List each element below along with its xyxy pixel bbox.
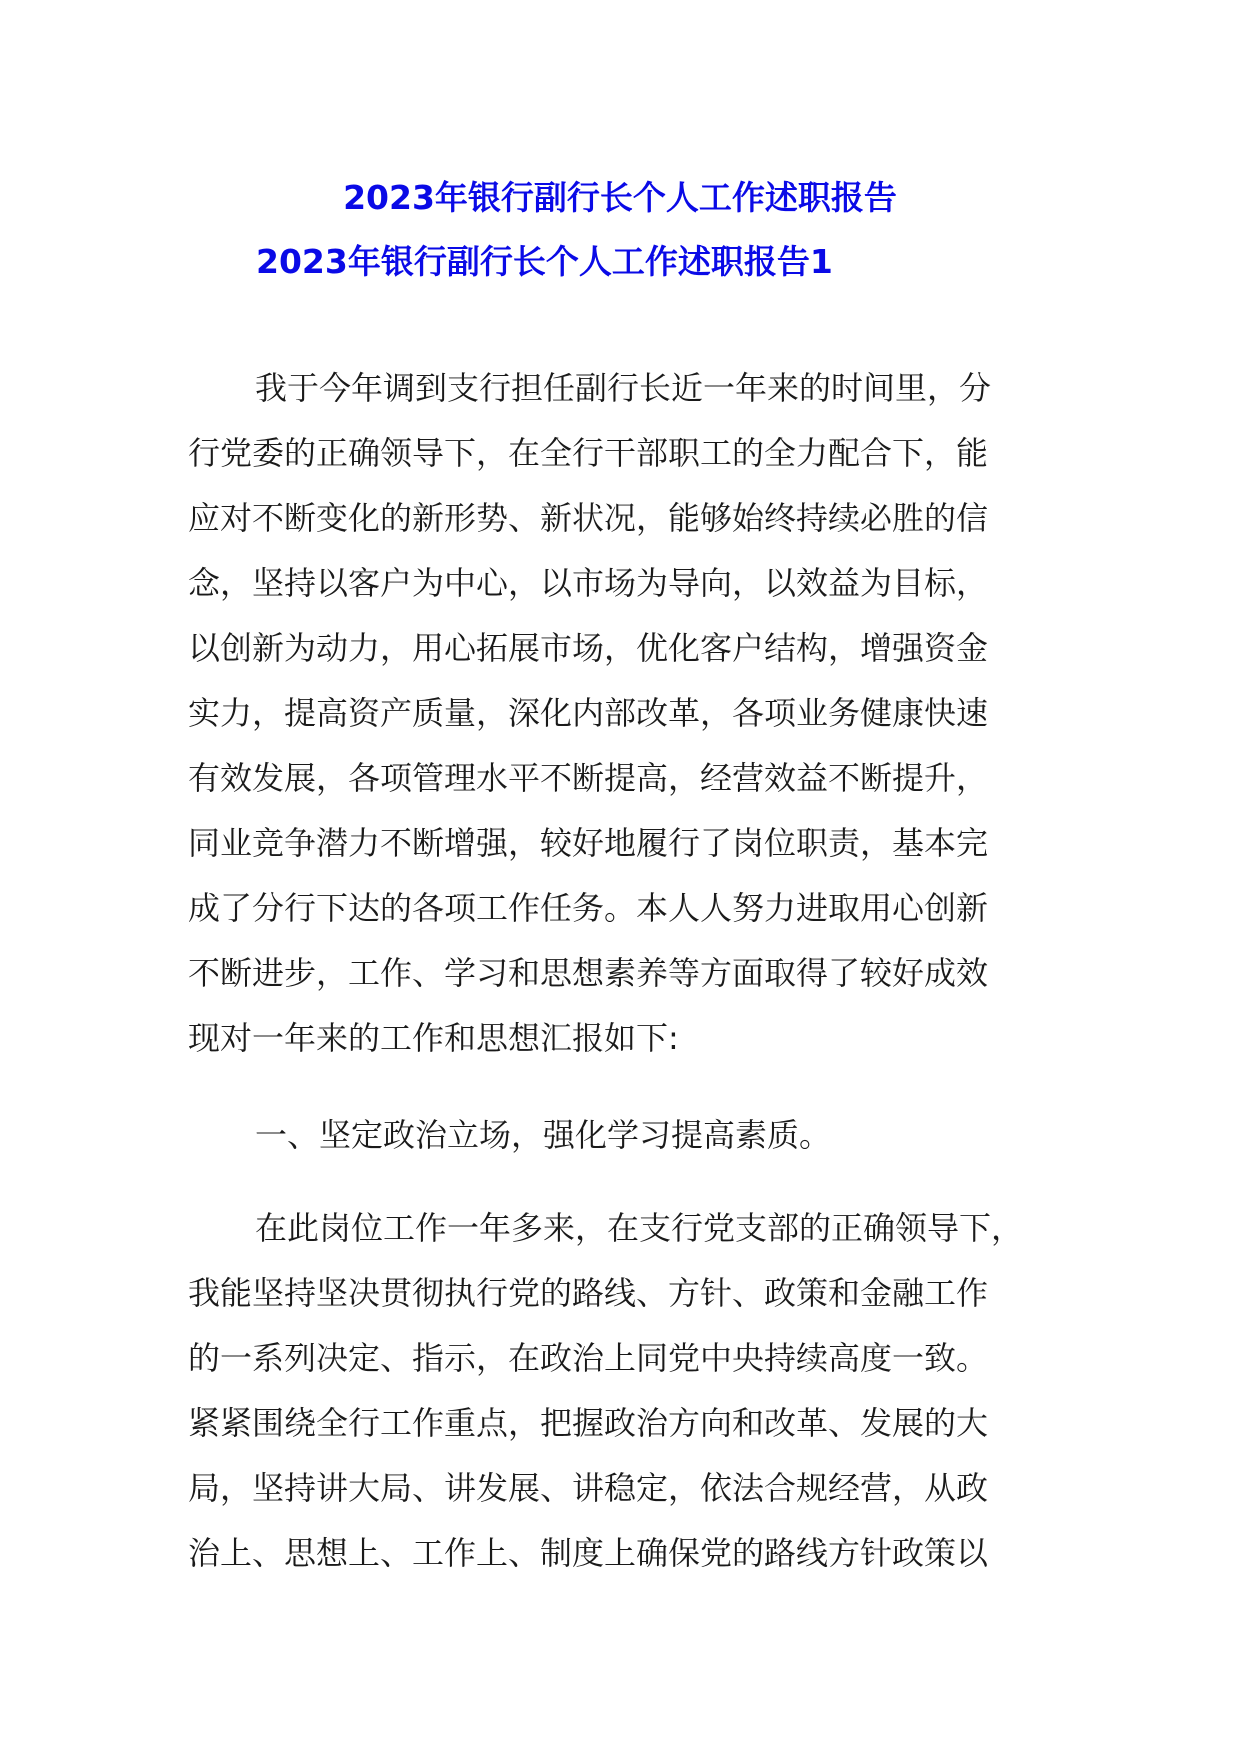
paragraph-line: 以创新为动力，用心拓展市场，优化客户结构，增强资金	[188, 629, 989, 667]
paragraph-line: 紧紧围绕全行工作重点，把握政治方向和改革、发展的大	[188, 1404, 989, 1442]
paragraph-line: 行党委的正确领导下，在全行干部职工的全力配合下，能	[188, 434, 989, 472]
paragraph-line: 我于今年调到支行担任副行长近一年来的时间里，分	[255, 369, 992, 407]
paragraph-line: 成了分行下达的各项工作任务。本人人努力进取用心创新	[188, 889, 989, 927]
paragraph-line: 同业竞争潜力不断增强，较好地履行了岗位职责，基本完	[188, 824, 989, 862]
paragraph-line: 在此岗位工作一年多来，在支行党支部的正确领导下，	[255, 1209, 1024, 1247]
section-title: 2023年银行副行长个人工作述职报告1	[256, 242, 833, 281]
document-title: 2023年银行副行长个人工作述职报告	[343, 178, 897, 217]
paragraph-1	[188, 356, 1036, 1071]
heading-text: 一、坚定政治立场，强化学习提高素质。	[255, 1116, 832, 1154]
paragraph-line: 不断进步，工作、学习和思想素养等方面取得了较好成效	[188, 954, 989, 992]
paragraph-line: 应对不断变化的新形势、新状况，能够始终持续必胜的信	[188, 499, 989, 537]
section-heading-1	[188, 1103, 1036, 1168]
paragraph-line: 有效发展，各项管理水平不断提高，经营效益不断提升，	[188, 759, 989, 797]
paragraph-line: 实力，提高资产质量，深化内部改革，各项业务健康快速	[188, 694, 989, 732]
paragraph-line: 的一系列决定、指示，在政治上同党中央持续高度一致。	[188, 1339, 989, 1377]
paragraph-line: 我能坚持坚决贯彻执行党的路线、方针、政策和金融工作	[188, 1274, 989, 1312]
paragraph-line: 治上、思想上、工作上、制度上确保党的路线方针政策以	[188, 1534, 989, 1572]
paragraph-line: 局，坚持讲大局、讲发展、讲稳定，依法合规经营，从政	[188, 1469, 989, 1507]
paragraph-line: 念，坚持以客户为中心，以市场为导向，以效益为目标，	[188, 564, 989, 602]
paragraph-2	[188, 1196, 1036, 1586]
paragraph-line: 现对一年来的工作和思想汇报如下:	[188, 1019, 679, 1057]
